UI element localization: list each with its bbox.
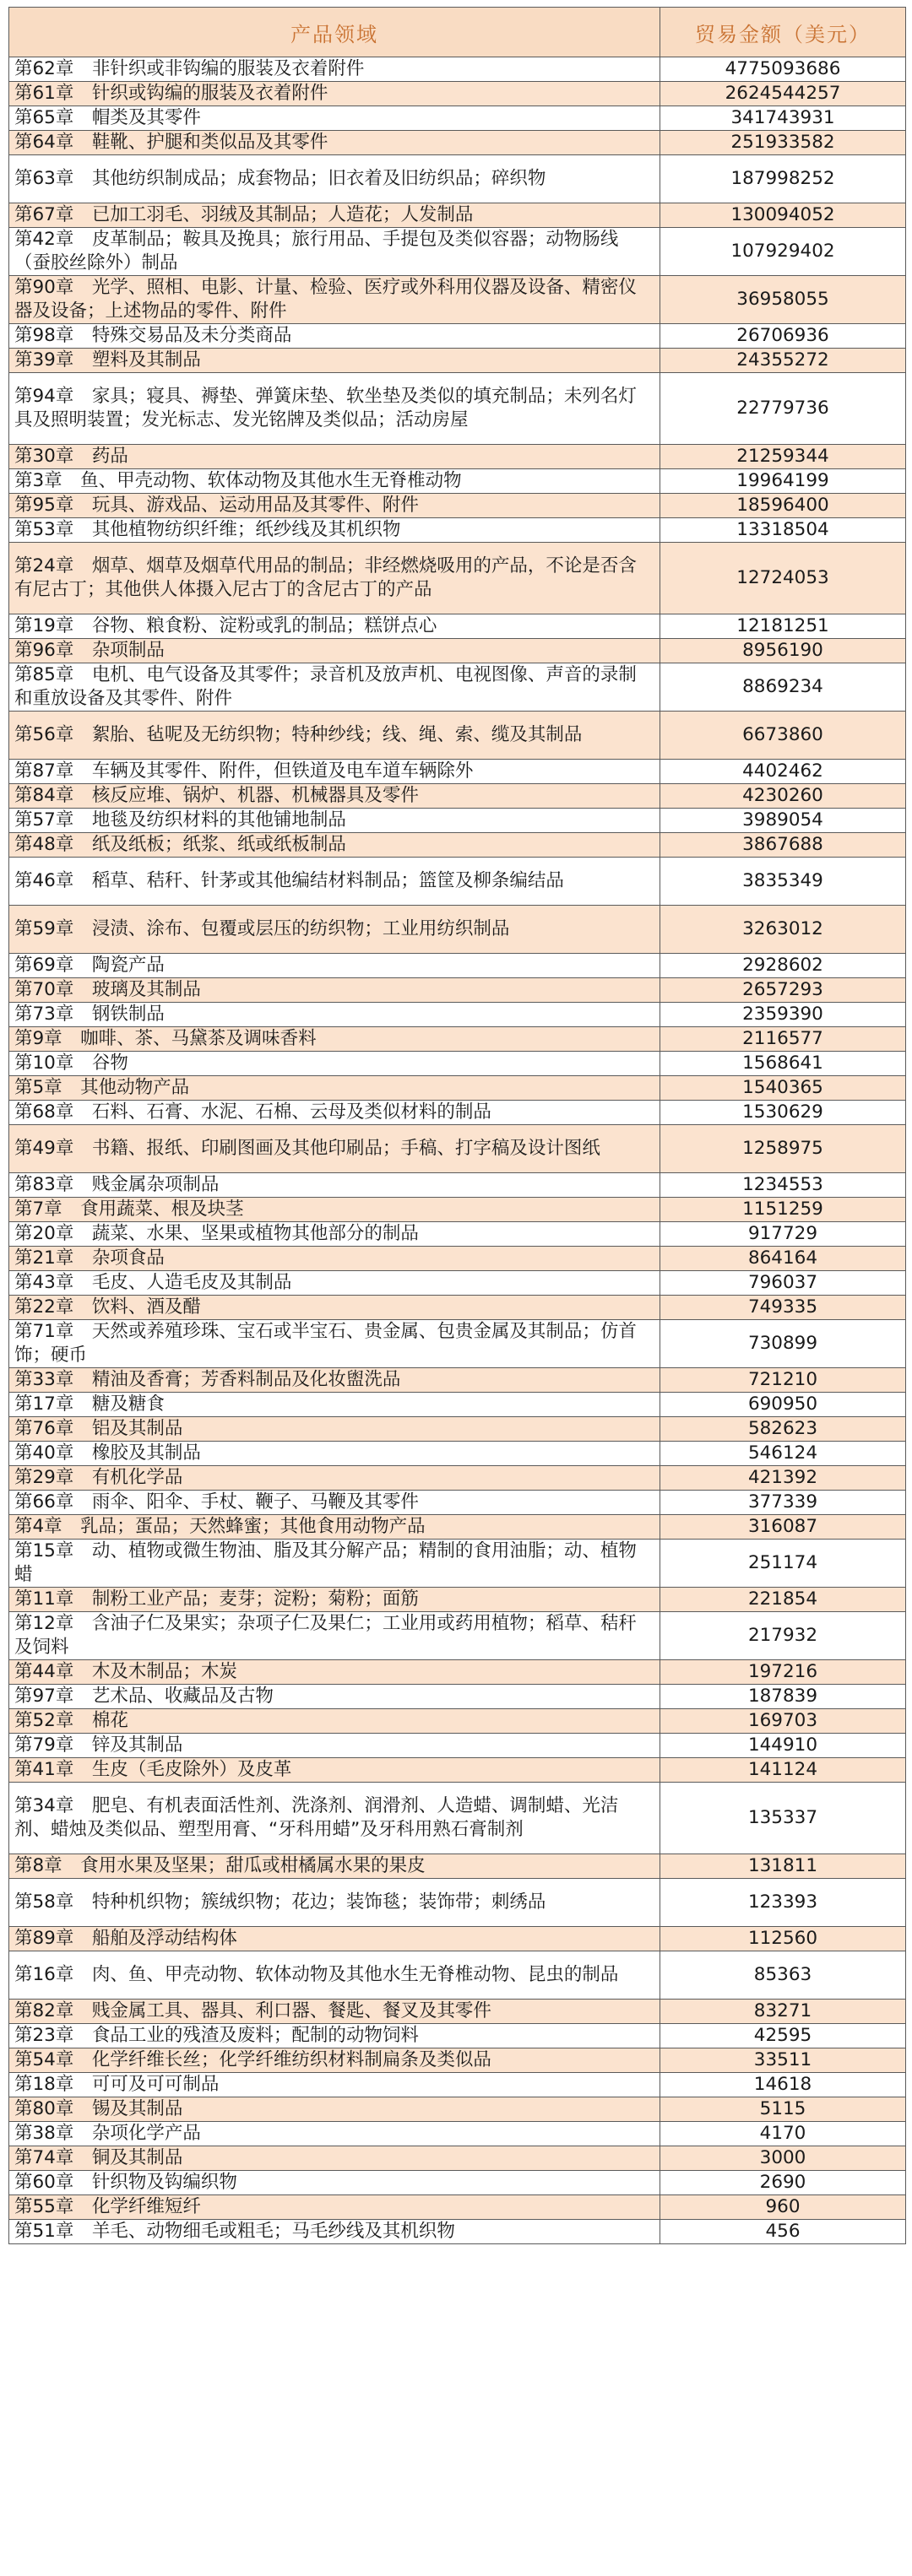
- table-row: [9, 954, 906, 978]
- table-header-row: [9, 8, 906, 57]
- table-row: [9, 1685, 906, 1709]
- product-field-cell: 第19章 谷物、粮食粉、淀粉或乳的制品；糕饼点心: [9, 614, 660, 639]
- table-row: [9, 2122, 906, 2146]
- product-field-cell: 第58章 特种机织物；簇绒织物；花边；装饰毯；装饰带；刺绣品: [9, 1879, 660, 1927]
- product-field-cell: 第80章 锡及其制品: [9, 2097, 660, 2122]
- product-field-cell: 第12章 含油子仁及果实；杂项子仁及果仁；工业用或药用植物；稻草、秸秆及饲料: [9, 1612, 660, 1660]
- table-row: [9, 445, 906, 469]
- product-field-cell: 第62章 非针织或非钩编的服装及衣着附件: [9, 57, 660, 82]
- product-field-cell: 第4章 乳品；蛋品；天然蜂蜜；其他食用动物产品: [9, 1515, 660, 1540]
- product-field-cell: 第65章 帽类及其零件: [9, 106, 660, 131]
- table-row: [9, 2097, 906, 2122]
- table-row: [9, 1003, 906, 1027]
- product-field-cell: 第38章 杂项化学产品: [9, 2122, 660, 2146]
- table-row: [9, 1951, 906, 2000]
- trade-amount-cell: 456: [660, 2220, 906, 2244]
- product-field-cell: 第87章 车辆及其零件、附件，但铁道及电车道车辆除外: [9, 760, 660, 784]
- table-row: [9, 494, 906, 518]
- product-field-cell: 第60章 针织物及钩编织物: [9, 2171, 660, 2195]
- product-field-cell: 第66章 雨伞、阳伞、手杖、鞭子、马鞭及其零件: [9, 1491, 660, 1515]
- table-row: [9, 2073, 906, 2097]
- table-row: [9, 2000, 906, 2024]
- product-field-cell: 第16章 肉、鱼、甲壳动物、软体动物及其他水生无脊椎动物、昆虫的制品: [9, 1951, 660, 2000]
- table-row: [9, 2195, 906, 2220]
- product-field-cell: 第95章 玩具、游戏品、运动用品及其零件、附件: [9, 494, 660, 518]
- product-field-cell: 第74章 铜及其制品: [9, 2146, 660, 2171]
- trade-amount-cell: 22779736: [660, 373, 906, 445]
- trade-amount-cell: 421392: [660, 1466, 906, 1491]
- trade-amount-cell: 187998252: [660, 155, 906, 203]
- product-field-cell: 第33章 精油及香膏；芳香料制品及化妆盥洗品: [9, 1368, 660, 1393]
- product-field-cell: 第70章 玻璃及其制品: [9, 978, 660, 1003]
- table-row: [9, 1173, 906, 1198]
- trade-amount-cell: 749335: [660, 1296, 906, 1320]
- trade-amount-cell: 21259344: [660, 445, 906, 469]
- trade-amount-cell: 4402462: [660, 760, 906, 784]
- trade-amount-cell: 12181251: [660, 614, 906, 639]
- table-row: [9, 833, 906, 858]
- product-field-cell: 第39章 塑料及其制品: [9, 349, 660, 373]
- product-field-cell: 第11章 制粉工业产品；麦芽；淀粉；菊粉；面筋: [9, 1588, 660, 1612]
- header-product-field: 产品领域: [9, 8, 660, 57]
- table-row: [9, 1466, 906, 1491]
- product-field-cell: 第76章 铝及其制品: [9, 1417, 660, 1442]
- product-field-cell: 第59章 浸渍、涂布、包覆或层压的纺织物；工业用纺织制品: [9, 906, 660, 954]
- trade-amount-cell: 3835349: [660, 858, 906, 906]
- trade-amount-cell: 2359390: [660, 1003, 906, 1027]
- trade-amount-cell: 14618: [660, 2073, 906, 2097]
- table-row: [9, 131, 906, 155]
- product-field-cell: 第17章 糖及糖食: [9, 1393, 660, 1417]
- product-field-cell: 第8章 食用水果及坚果；甜瓜或柑橘属水果的果皮: [9, 1854, 660, 1879]
- product-field-cell: 第94章 家具；寝具、褥垫、弹簧床垫、软坐垫及类似的填充制品；未列名灯具及照明装置；发光标志、发光铭牌及类似品；活动房屋: [9, 373, 660, 445]
- product-field-cell: 第83章 贱金属杂项制品: [9, 1173, 660, 1198]
- trade-amount-cell: 141124: [660, 1758, 906, 1783]
- table-row: [9, 906, 906, 954]
- trade-amount-cell: 217932: [660, 1612, 906, 1660]
- trade-amount-cell: 3867688: [660, 833, 906, 858]
- trade-amount-cell: 796037: [660, 1271, 906, 1296]
- table-row: [9, 1734, 906, 1758]
- table-row: [9, 1588, 906, 1612]
- trade-amount-cell: 33511: [660, 2048, 906, 2073]
- table-row: [9, 1368, 906, 1393]
- product-field-cell: 第52章 棉花: [9, 1709, 660, 1734]
- trade-amount-cell: 690950: [660, 1393, 906, 1417]
- trade-amount-cell: 19964199: [660, 469, 906, 494]
- table-row: [9, 276, 906, 324]
- product-field-cell: 第34章 肥皂、有机表面活性剂、洗涤剂、润滑剂、人造蜡、调制蜡、光洁剂、蜡烛及类似品、塑型用膏、“牙科用蜡”及牙科用熟石膏制剂: [9, 1783, 660, 1854]
- table-row: [9, 760, 906, 784]
- trade-amount-cell: 1234553: [660, 1173, 906, 1198]
- product-field-cell: 第42章 皮革制品；鞍具及挽具；旅行用品、手提包及类似容器；动物肠线（蚕胶丝除外）制品: [9, 228, 660, 276]
- table-row: [9, 1320, 906, 1368]
- product-field-cell: 第61章 针织或钩编的服装及衣着附件: [9, 82, 660, 106]
- product-field-cell: 第84章 核反应堆、锅炉、机器、机械器具及零件: [9, 784, 660, 809]
- product-field-cell: 第23章 食品工业的残渣及废料；配制的动物饲料: [9, 2024, 660, 2048]
- table-row: [9, 1027, 906, 1052]
- table-row: [9, 1515, 906, 1540]
- trade-amount-cell: 864164: [660, 1247, 906, 1271]
- trade-amount-cell: 187839: [660, 1685, 906, 1709]
- trade-amount-cell: 582623: [660, 1417, 906, 1442]
- product-field-cell: 第40章 橡胶及其制品: [9, 1442, 660, 1466]
- table-row: [9, 82, 906, 106]
- trade-amount-cell: 1258975: [660, 1125, 906, 1173]
- product-field-cell: 第43章 毛皮、人造毛皮及其制品: [9, 1271, 660, 1296]
- product-field-cell: 第51章 羊毛、动物细毛或粗毛；马毛纱线及其机织物: [9, 2220, 660, 2244]
- trade-amount-cell: 85363: [660, 1951, 906, 2000]
- trade-amount-cell: 546124: [660, 1442, 906, 1466]
- trade-amount-cell: 8956190: [660, 639, 906, 663]
- trade-amount-cell: 4230260: [660, 784, 906, 809]
- table-row: [9, 1125, 906, 1173]
- table-row: [9, 1854, 906, 1879]
- table-row: [9, 469, 906, 494]
- table-row: [9, 1442, 906, 1466]
- trade-amount-cell: 8869234: [660, 663, 906, 712]
- table-row: [9, 373, 906, 445]
- trade-amount-cell: 5115: [660, 2097, 906, 2122]
- trade-amount-cell: 112560: [660, 1927, 906, 1951]
- trade-amount-cell: 169703: [660, 1709, 906, 1734]
- product-field-cell: 第41章 生皮（毛皮除外）及皮革: [9, 1758, 660, 1783]
- table-row: [9, 978, 906, 1003]
- table-row: [9, 57, 906, 82]
- trade-amount-cell: 4170: [660, 2122, 906, 2146]
- trade-amount-cell: 2116577: [660, 1027, 906, 1052]
- product-field-cell: 第15章 动、植物或微生物油、脂及其分解产品；精制的食用油脂；动、植物蜡: [9, 1540, 660, 1588]
- table-row: [9, 663, 906, 712]
- trade-amount-cell: 1530629: [660, 1101, 906, 1125]
- table-row: [9, 1076, 906, 1101]
- trade-amount-cell: 83271: [660, 2000, 906, 2024]
- product-field-cell: 第57章 地毯及纺织材料的其他铺地制品: [9, 809, 660, 833]
- trade-amount-cell: 123393: [660, 1879, 906, 1927]
- table-row: [9, 1417, 906, 1442]
- table-row: [9, 1709, 906, 1734]
- product-field-cell: 第54章 化学纤维长丝；化学纤维纺织材料制扁条及类似品: [9, 2048, 660, 2073]
- trade-amount-cell: 377339: [660, 1491, 906, 1515]
- trade-amount-cell: 42595: [660, 2024, 906, 2048]
- product-field-cell: 第67章 已加工羽毛、羽绒及其制品；人造花；人发制品: [9, 203, 660, 228]
- product-field-cell: 第46章 稻草、秸秆、针茅或其他编结材料制品；篮筐及柳条编结品: [9, 858, 660, 906]
- table-row: [9, 2146, 906, 2171]
- trade-amount-cell: 1568641: [660, 1052, 906, 1076]
- product-field-cell: 第63章 其他纺织制成品；成套物品；旧衣着及旧纺织品；碎织物: [9, 155, 660, 203]
- product-field-cell: 第55章 化学纤维短纤: [9, 2195, 660, 2220]
- trade-amount-cell: 18596400: [660, 494, 906, 518]
- table-row: [9, 349, 906, 373]
- table-row: [9, 1393, 906, 1417]
- table-row: [9, 2024, 906, 2048]
- trade-amount-cell: 341743931: [660, 106, 906, 131]
- trade-amount-cell: 251933582: [660, 131, 906, 155]
- table-row: [9, 1540, 906, 1588]
- product-field-cell: 第49章 书籍、报纸、印刷图画及其他印刷品；手稿、打字稿及设计图纸: [9, 1125, 660, 1173]
- table-row: [9, 2220, 906, 2244]
- table-row: [9, 228, 906, 276]
- product-field-cell: 第85章 电机、电气设备及其零件；录音机及放声机、电视图像、声音的录制和重放设备及其零件、附件: [9, 663, 660, 712]
- table-row: [9, 1783, 906, 1854]
- trade-amount-cell: 4775093686: [660, 57, 906, 82]
- table-row: [9, 2048, 906, 2073]
- product-field-cell: 第48章 纸及纸板；纸浆、纸或纸板制品: [9, 833, 660, 858]
- product-field-cell: 第97章 艺术品、收藏品及古物: [9, 1685, 660, 1709]
- product-field-cell: 第90章 光学、照相、电影、计量、检验、医疗或外科用仪器及设备、精密仪器及设备；上述物品的零件、附件: [9, 276, 660, 324]
- trade-amount-cell: 36958055: [660, 276, 906, 324]
- trade-amount-cell: 721210: [660, 1368, 906, 1393]
- product-field-cell: 第98章 特殊交易品及未分类商品: [9, 324, 660, 349]
- product-field-cell: 第30章 药品: [9, 445, 660, 469]
- table-row: [9, 1052, 906, 1076]
- table-row: [9, 639, 906, 663]
- product-field-cell: 第22章 饮料、酒及醋: [9, 1296, 660, 1320]
- product-field-cell: 第44章 木及木制品；木炭: [9, 1660, 660, 1685]
- table-row: [9, 712, 906, 760]
- table-row: [9, 518, 906, 543]
- table-row: [9, 324, 906, 349]
- product-field-cell: 第53章 其他植物纺织纤维；纸纱线及其机织物: [9, 518, 660, 543]
- product-field-cell: 第20章 蔬菜、水果、坚果或植物其他部分的制品: [9, 1222, 660, 1247]
- product-field-cell: 第96章 杂项制品: [9, 639, 660, 663]
- table-row: [9, 1222, 906, 1247]
- product-field-cell: 第24章 烟草、烟草及烟草代用品的制品；非经燃烧吸用的产品，不论是否含有尼古丁；其他供人体摄入尼古丁的含尼古丁的产品: [9, 543, 660, 614]
- trade-amount-cell: 221854: [660, 1588, 906, 1612]
- trade-amount-cell: 26706936: [660, 324, 906, 349]
- product-field-cell: 第3章 鱼、甲壳动物、软体动物及其他水生无脊椎动物: [9, 469, 660, 494]
- header-trade-amount: 贸易金额（美元）: [660, 8, 906, 57]
- trade-amount-cell: 1540365: [660, 1076, 906, 1101]
- product-field-cell: 第71章 天然或养殖珍珠、宝石或半宝石、贵金属、包贵金属及其制品；仿首饰；硬币: [9, 1320, 660, 1368]
- trade-amount-cell: 960: [660, 2195, 906, 2220]
- table-row: [9, 784, 906, 809]
- product-field-cell: 第89章 船舶及浮动结构体: [9, 1927, 660, 1951]
- trade-amount-cell: 2690: [660, 2171, 906, 2195]
- product-field-cell: 第7章 食用蔬菜、根及块茎: [9, 1198, 660, 1222]
- table-row: [9, 1247, 906, 1271]
- product-field-cell: 第21章 杂项食品: [9, 1247, 660, 1271]
- table-row: [9, 1612, 906, 1660]
- table-row: [9, 1660, 906, 1685]
- product-field-cell: 第9章 咖啡、茶、马黛茶及调味香料: [9, 1027, 660, 1052]
- table-row: [9, 2171, 906, 2195]
- product-field-cell: 第56章 絮胎、毡呢及无纺织物；特种纱线；线、绳、索、缆及其制品: [9, 712, 660, 760]
- product-field-cell: 第5章 其他动物产品: [9, 1076, 660, 1101]
- table-row: [9, 809, 906, 833]
- trade-amount-cell: 12724053: [660, 543, 906, 614]
- product-field-cell: 第69章 陶瓷产品: [9, 954, 660, 978]
- product-field-cell: 第18章 可可及可可制品: [9, 2073, 660, 2097]
- table-row: [9, 155, 906, 203]
- trade-amount-cell: 3263012: [660, 906, 906, 954]
- trade-amount-cell: 107929402: [660, 228, 906, 276]
- table-row: [9, 858, 906, 906]
- trade-amount-cell: 130094052: [660, 203, 906, 228]
- table-row: [9, 614, 906, 639]
- trade-amount-cell: 24355272: [660, 349, 906, 373]
- trade-table: [8, 7, 906, 2244]
- table-row: [9, 1271, 906, 1296]
- trade-amount-cell: 197216: [660, 1660, 906, 1685]
- product-field-cell: 第82章 贱金属工具、器具、利口器、餐匙、餐叉及其零件: [9, 2000, 660, 2024]
- table-row: [9, 1491, 906, 1515]
- table-row: [9, 1927, 906, 1951]
- trade-amount-cell: 2624544257: [660, 82, 906, 106]
- trade-amount-cell: 251174: [660, 1540, 906, 1588]
- trade-amount-cell: 2657293: [660, 978, 906, 1003]
- table-row: [9, 1758, 906, 1783]
- trade-amount-cell: 131811: [660, 1854, 906, 1879]
- trade-amount-cell: 730899: [660, 1320, 906, 1368]
- trade-amount-cell: 6673860: [660, 712, 906, 760]
- table-row: [9, 106, 906, 131]
- product-field-cell: 第64章 鞋靴、护腿和类似品及其零件: [9, 131, 660, 155]
- table-row: [9, 1296, 906, 1320]
- trade-amount-cell: 917729: [660, 1222, 906, 1247]
- trade-amount-cell: 3989054: [660, 809, 906, 833]
- table-row: [9, 1879, 906, 1927]
- product-field-cell: 第68章 石料、石膏、水泥、石棉、云母及类似材料的制品: [9, 1101, 660, 1125]
- product-field-cell: 第29章 有机化学品: [9, 1466, 660, 1491]
- trade-amount-cell: 144910: [660, 1734, 906, 1758]
- trade-amount-cell: 3000: [660, 2146, 906, 2171]
- trade-amount-cell: 316087: [660, 1515, 906, 1540]
- trade-amount-cell: 2928602: [660, 954, 906, 978]
- trade-amount-cell: 135337: [660, 1783, 906, 1854]
- table-row: [9, 203, 906, 228]
- table-row: [9, 543, 906, 614]
- table-row: [9, 1198, 906, 1222]
- product-field-cell: 第73章 钢铁制品: [9, 1003, 660, 1027]
- table-row: [9, 1101, 906, 1125]
- trade-amount-cell: 13318504: [660, 518, 906, 543]
- product-field-cell: 第10章 谷物: [9, 1052, 660, 1076]
- product-field-cell: 第79章 锌及其制品: [9, 1734, 660, 1758]
- trade-amount-cell: 1151259: [660, 1198, 906, 1222]
